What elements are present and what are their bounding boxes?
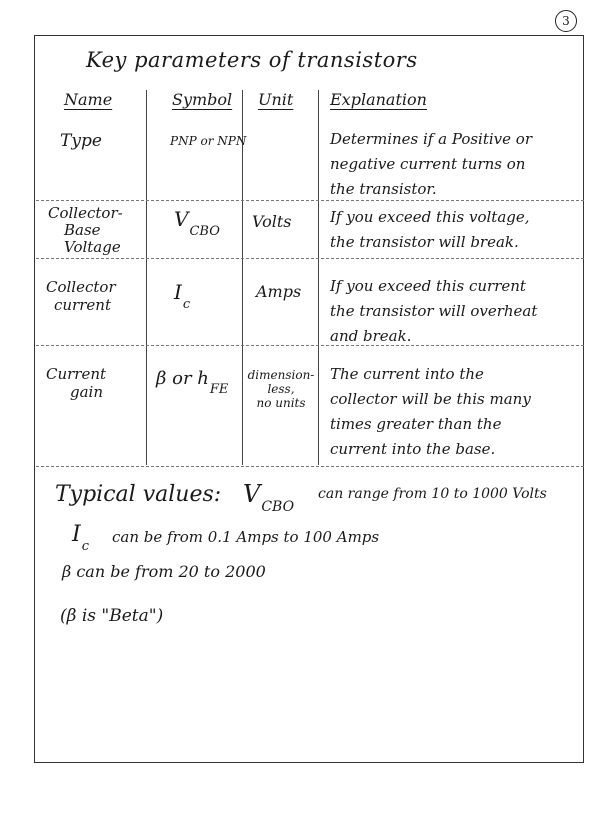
typical-ic bbox=[72, 522, 89, 554]
column-divider-explanation bbox=[318, 90, 319, 465]
unit-line: less, bbox=[267, 382, 295, 396]
row-type-explanation bbox=[330, 127, 570, 202]
header-symbol: Symbol bbox=[172, 90, 233, 109]
header-unit: Unit bbox=[258, 90, 294, 109]
row-gain-name bbox=[46, 365, 106, 401]
typical-vcbo bbox=[243, 480, 295, 515]
row-gain-symbol bbox=[156, 368, 229, 397]
symbol-main: V bbox=[243, 480, 261, 508]
explanation-line: If you exceed this voltage, bbox=[330, 208, 530, 226]
symbol-subscript: CBO bbox=[189, 224, 220, 239]
page-number: 3 bbox=[555, 10, 577, 32]
name-line: Collector- bbox=[48, 204, 123, 222]
name-line: Base bbox=[64, 221, 101, 239]
explanation-line: negative current turns on bbox=[330, 155, 526, 173]
symbol-subscript: FE bbox=[209, 382, 229, 397]
explanation-line: Determines if a Positive or bbox=[330, 130, 532, 148]
explanation-line: collector will be this many bbox=[330, 390, 531, 408]
row-ic-explanation bbox=[330, 274, 570, 349]
symbol-main: I bbox=[174, 280, 182, 304]
explanation-line: The current into the bbox=[330, 365, 484, 383]
symbol-main: I bbox=[72, 522, 81, 547]
explanation-line: and break. bbox=[330, 327, 412, 345]
page-title: Key parameters of transistors bbox=[86, 48, 418, 72]
symbol-subscript: CBO bbox=[261, 499, 295, 515]
explanation-line: the transistor will overheat bbox=[330, 302, 538, 320]
row-vcbo-explanation bbox=[330, 205, 570, 255]
explanation-line: the transistor will break. bbox=[330, 233, 519, 251]
typical-values-heading: Typical values: bbox=[55, 482, 222, 507]
typical-beta-note: (β is "Beta") bbox=[60, 606, 164, 626]
symbol-main: V bbox=[174, 207, 189, 231]
column-divider-symbol bbox=[146, 90, 147, 465]
typical-vcbo-range: can range from 10 to 1000 Volts bbox=[318, 486, 547, 502]
name-line: Current bbox=[46, 365, 107, 383]
unit-line: no units bbox=[256, 396, 306, 410]
row-type-name: Type bbox=[60, 131, 102, 151]
symbol-subscript: c bbox=[81, 539, 89, 554]
explanation-line: times greater than the bbox=[330, 415, 502, 433]
unit-line: dimension- bbox=[247, 368, 315, 382]
row-ic-symbol bbox=[174, 280, 191, 312]
row-vcbo-name bbox=[48, 205, 123, 256]
explanation-line: If you exceed this current bbox=[330, 277, 526, 295]
symbol-main: β or h bbox=[156, 368, 209, 389]
explanation-line: current into the base. bbox=[330, 440, 496, 458]
name-line: current bbox=[54, 296, 111, 314]
row-vcbo-unit: Volts bbox=[252, 212, 292, 231]
symbol-subscript: c bbox=[182, 297, 191, 312]
row-vcbo-symbol bbox=[174, 207, 220, 239]
row-ic-name bbox=[46, 278, 116, 314]
row-gain-explanation bbox=[330, 362, 570, 462]
typical-beta-range: β can be from 20 to 2000 bbox=[62, 562, 266, 581]
name-line: Voltage bbox=[64, 238, 121, 256]
name-line: Collector bbox=[46, 278, 116, 296]
row-ic-unit: Amps bbox=[256, 282, 302, 301]
row-gain-unit bbox=[246, 368, 316, 410]
header-name: Name bbox=[64, 90, 113, 109]
row-type-symbol: PNP or NPN bbox=[170, 134, 247, 148]
row-divider bbox=[36, 466, 584, 467]
typical-ic-range: can be from 0.1 Amps to 100 Amps bbox=[112, 528, 380, 546]
header-explanation: Explanation bbox=[330, 90, 427, 109]
explanation-line: the transistor. bbox=[330, 180, 437, 198]
name-line: gain bbox=[70, 383, 104, 401]
row-divider bbox=[36, 258, 584, 259]
